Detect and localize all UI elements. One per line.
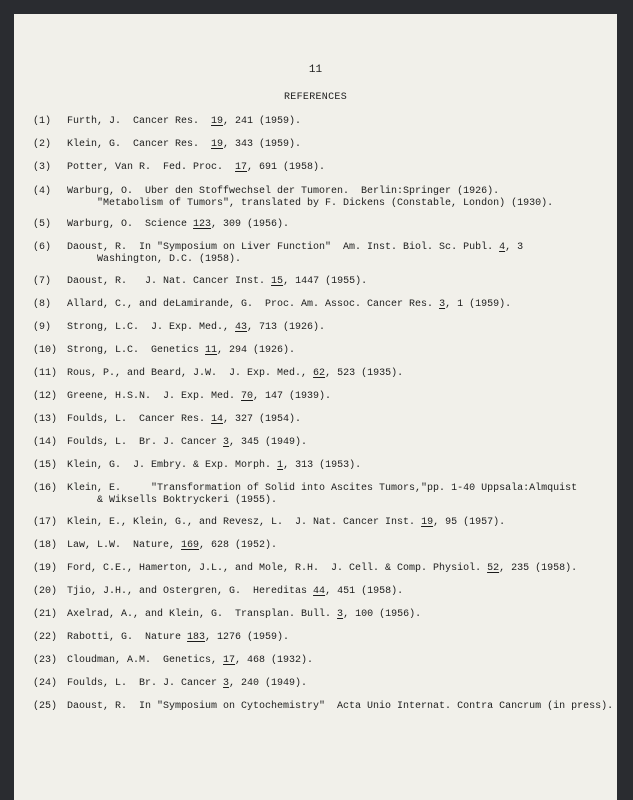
reference-text: Rous, P., and Beard, J.W. J. Exp. Med., 62, 523 (1935). bbox=[67, 368, 404, 379]
reference-number: (2) bbox=[33, 139, 52, 150]
reference-number: (25) bbox=[33, 701, 58, 712]
reference-number: (16) bbox=[33, 483, 58, 494]
reference-number: (19) bbox=[33, 563, 58, 574]
reference-volume: 183 bbox=[187, 632, 206, 643]
reference-number: (4) bbox=[33, 186, 52, 197]
reference-number: (12) bbox=[33, 391, 58, 402]
reference-text: Cloudman, A.M. Genetics, 17, 468 (1932). bbox=[67, 655, 314, 666]
reference-text: Rabotti, G. Nature 183, 1276 (1959). bbox=[67, 632, 290, 643]
reference-volume: 15 bbox=[271, 276, 284, 287]
reference-number: (20) bbox=[33, 586, 58, 597]
reference-number: (18) bbox=[33, 540, 58, 551]
reference-volume: 17 bbox=[235, 162, 248, 173]
reference-text: Greene, H.S.N. J. Exp. Med. 70, 147 (1939). bbox=[67, 391, 332, 402]
reference-number: (10) bbox=[33, 345, 58, 356]
reference-volume: 3 bbox=[337, 609, 344, 620]
reference-text: Law, L.W. Nature, 169, 628 (1952). bbox=[67, 540, 278, 551]
reference-volume: 11 bbox=[205, 345, 218, 356]
reference-number: (6) bbox=[33, 242, 52, 253]
reference-volume: 19 bbox=[211, 116, 224, 127]
reference-volume: 3 bbox=[223, 437, 230, 448]
reference-volume: 19 bbox=[421, 517, 434, 528]
reference-number: (17) bbox=[33, 517, 58, 528]
reference-number: (21) bbox=[33, 609, 58, 620]
reference-text: Potter, Van R. Fed. Proc. 17, 691 (1958). bbox=[67, 162, 326, 173]
reference-text: Strong, L.C. J. Exp. Med., 43, 713 (1926). bbox=[67, 322, 326, 333]
reference-text: Furth, J. Cancer Res. 19, 241 (1959). bbox=[67, 116, 302, 127]
reference-text: Klein, E., Klein, G., and Revesz, L. J. Nat. Cancer Inst. 19, 95 (1957). bbox=[67, 517, 506, 528]
reference-text: Axelrad, A., and Klein, G. Transplan. Bull. 3, 100 (1956). bbox=[67, 609, 422, 620]
reference-number: (8) bbox=[33, 299, 52, 310]
reference-volume: 43 bbox=[235, 322, 248, 333]
document-page bbox=[14, 14, 617, 800]
reference-number: (5) bbox=[33, 219, 52, 230]
reference-volume: 4 bbox=[499, 242, 506, 253]
reference-number: (9) bbox=[33, 322, 52, 333]
reference-number: (3) bbox=[33, 162, 52, 173]
reference-text: Ford, C.E., Hamerton, J.L., and Mole, R.H. J. Cell. & Comp. Physiol. 52, 235 (1958). bbox=[67, 563, 578, 574]
reference-text: Strong, L.C. Genetics 11, 294 (1926). bbox=[67, 345, 296, 356]
reference-number: (13) bbox=[33, 414, 58, 425]
reference-number: (14) bbox=[33, 437, 58, 448]
page-number: 11 bbox=[308, 64, 323, 76]
reference-volume: 44 bbox=[313, 586, 326, 597]
references-heading: REFERENCES bbox=[283, 92, 347, 103]
reference-volume: 70 bbox=[241, 391, 254, 402]
reference-text: Foulds, L. Br. J. Cancer 3, 240 (1949). bbox=[67, 678, 308, 689]
reference-number: (1) bbox=[33, 116, 52, 127]
reference-volume: 3 bbox=[439, 299, 446, 310]
reference-volume: 52 bbox=[487, 563, 500, 574]
reference-number: (23) bbox=[33, 655, 58, 666]
reference-text: Daoust, R. In "Symposium on Liver Function" Am. Inst. Biol. Sc. Publ. 4, 3 bbox=[67, 242, 524, 253]
reference-volume: 62 bbox=[313, 368, 326, 379]
reference-text: Klein, E. "Transformation of Solid into Ascites Tumors,"pp. 1-40 Uppsala:Almquist bbox=[67, 483, 578, 494]
reference-text: Klein, G. J. Embry. & Exp. Morph. 1, 313 (1953). bbox=[67, 460, 362, 471]
reference-number: (11) bbox=[33, 368, 58, 379]
reference-text: Warburg, O. Science 123, 309 (1956). bbox=[67, 219, 290, 230]
reference-continuation: & Wiksells Boktryckeri (1955). bbox=[97, 495, 278, 506]
reference-text: Daoust, R. J. Nat. Cancer Inst. 15, 1447 (1955). bbox=[67, 276, 368, 287]
reference-text: Daoust, R. In "Symposium on Cytochemistry" Acta Unio Internat. Contra Cancrum (in press). bbox=[67, 701, 614, 712]
reference-continuation: "Metabolism of Tumors", translated by F. Dickens (Constable, London) (1930). bbox=[97, 198, 554, 209]
reference-number: (7) bbox=[33, 276, 52, 287]
reference-number: (15) bbox=[33, 460, 58, 471]
reference-volume: 3 bbox=[223, 678, 230, 689]
reference-continuation: Washington, D.C. (1958). bbox=[97, 254, 242, 265]
reference-text: Warburg, O. Uber den Stoffwechsel der Tumoren. Berlin:Springer (1926). bbox=[67, 186, 500, 197]
reference-volume: 17 bbox=[223, 655, 236, 666]
reference-text: Allard, C., and deLamirande, G. Proc. Am. Assoc. Cancer Res. 3, 1 (1959). bbox=[67, 299, 512, 310]
reference-number: (22) bbox=[33, 632, 58, 643]
reference-volume: 14 bbox=[211, 414, 224, 425]
reference-volume: 1 bbox=[277, 460, 284, 471]
reference-volume: 19 bbox=[211, 139, 224, 150]
reference-text: Foulds, L. Cancer Res. 14, 327 (1954). bbox=[67, 414, 302, 425]
reference-text: Klein, G. Cancer Res. 19, 343 (1959). bbox=[67, 139, 302, 150]
reference-text: Tjio, J.H., and Ostergren, G. Hereditas 44, 451 (1958). bbox=[67, 586, 404, 597]
reference-text: Foulds, L. Br. J. Cancer 3, 345 (1949). bbox=[67, 437, 308, 448]
reference-volume: 123 bbox=[193, 219, 212, 230]
reference-number: (24) bbox=[33, 678, 58, 689]
reference-volume: 169 bbox=[181, 540, 200, 551]
